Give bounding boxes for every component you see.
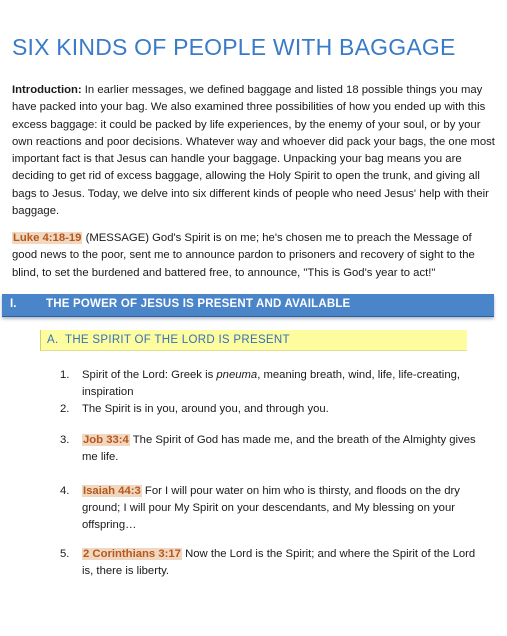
list-text (82, 367, 482, 401)
scripture-reference-link[interactable]: Job 33:4 (83, 434, 129, 446)
scripture-paragraph (12, 230, 496, 282)
subsection-title: THE SPIRIT OF THE LORD IS PRESENT (65, 334, 290, 346)
scripture-text: (MESSAGE) God's Spirit is on me; he's chosen me to preach the Message of good news to the poor, sent me to announce pardon to prisoners and recovery of sight to the blind, to set the burdened and battered free, to announce, "This is God's year to act!" (12, 232, 475, 279)
list-text-part: Spirit of the Lord: Greek is (82, 369, 217, 381)
scripture-reference-link[interactable]: Luke 4:18-19 (13, 232, 82, 244)
list-number: 2. (60, 403, 70, 415)
list-number: 4. (60, 485, 70, 497)
section-number: I. (10, 298, 17, 310)
list-number: 1. (60, 369, 70, 381)
list-text (82, 432, 482, 466)
intro-label: Introduction: (12, 84, 82, 96)
list-text (82, 546, 482, 580)
intro-text: In earlier messages, we defined baggage and listed 18 possible things you may have packed into your bag. We also examined three possibilities of how you ended up with this excess baggage: it could be packed by life experiences, by the enemy of your soul, or by your own reactions and poor decisions. Whatever way and whoever did pack your bags, the one most important fact is that Jesus can handle your baggage. Unpacking your bag means you are deciding to get rid of excess baggage, allowing the Holy Spirit to open the trunk, and giving all bags to Jesus. Today, we delve into six different kinds of people who need Jesus' help with their baggage. (12, 84, 495, 218)
list-text: The Spirit is in you, around you, and through you. (82, 403, 329, 415)
section-heading (2, 294, 494, 317)
list-text-part: Now the Lord is the Spirit; and where the Spirit of the Lord is, there is liberty. (82, 548, 476, 577)
list-number: 5. (60, 548, 70, 560)
list-text-part: For I will pour water on him who is thirsty, and floods on the dry ground; I will pour My Spirit on your descendants, and My blessing on your offspring… (82, 485, 460, 531)
subsection-letter: A. (47, 334, 59, 346)
scripture-reference-link[interactable]: Isaiah 44:3 (83, 485, 141, 497)
intro-paragraph (12, 82, 496, 220)
page-title: SIX KINDS OF PEOPLE WITH BAGGAGE (12, 34, 456, 60)
scripture-reference-link[interactable]: 2 Corinthians 3:17 (83, 548, 181, 560)
list-text-part: , meaning breath, wind, life, life-creating, inspiration (82, 369, 461, 398)
list-number: 3. (60, 434, 70, 446)
subsection-heading (40, 330, 467, 351)
list-text-part: The Spirit of God has made me, and the breath of the Almighty gives me life. (82, 434, 476, 463)
section-title: THE POWER OF JESUS IS PRESENT AND AVAILABLE (46, 298, 351, 310)
list-text (82, 483, 482, 534)
list-text-emphasis: pneuma (216, 369, 258, 381)
